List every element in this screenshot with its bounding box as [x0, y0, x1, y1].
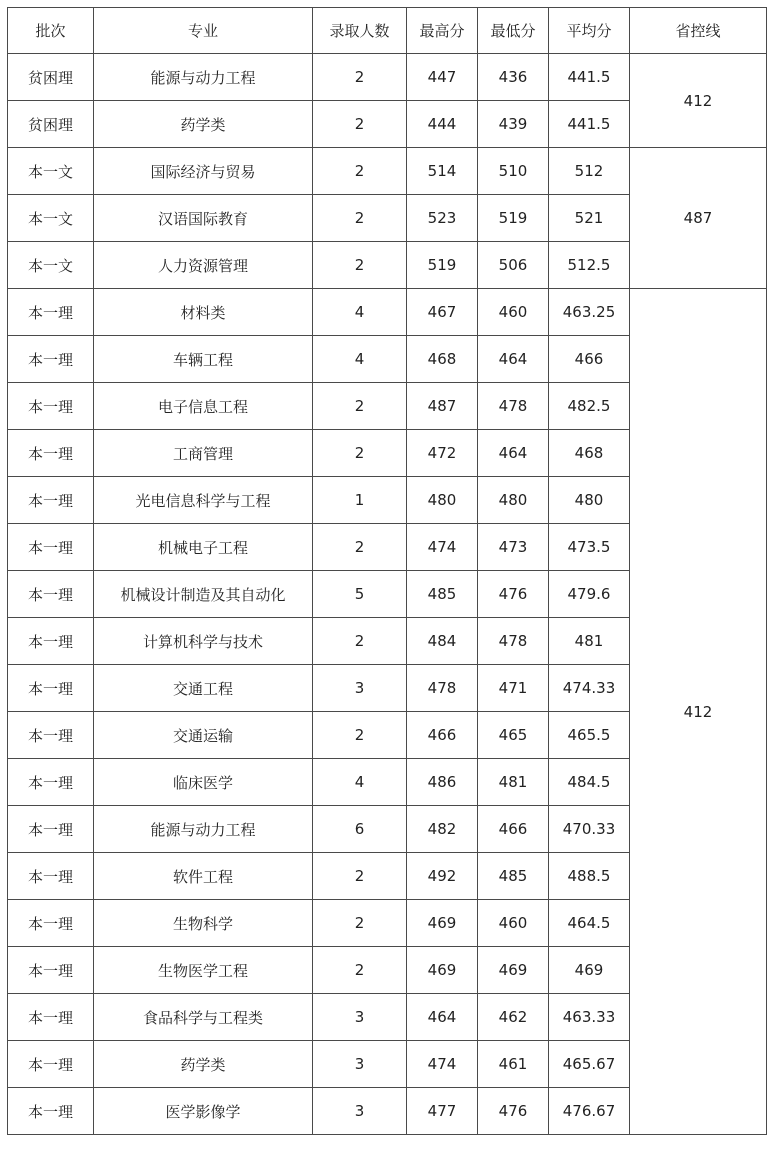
header-province-control-line: 省控线	[630, 8, 767, 54]
cell-min-score: 473	[478, 524, 549, 571]
cell-batch: 本一理	[8, 665, 94, 712]
cell-major: 生物科学	[94, 900, 313, 947]
cell-min-score: 462	[478, 994, 549, 1041]
cell-major: 食品科学与工程类	[94, 994, 313, 1041]
cell-max-score: 472	[407, 430, 478, 477]
cell-min-score: 480	[478, 477, 549, 524]
cell-batch: 贫困理	[8, 101, 94, 148]
cell-batch: 本一理	[8, 289, 94, 336]
cell-major: 交通工程	[94, 665, 313, 712]
cell-batch: 本一理	[8, 994, 94, 1041]
cell-batch: 本一文	[8, 242, 94, 289]
cell-admitted-count: 2	[313, 242, 407, 289]
cell-average-score: 479.6	[549, 571, 630, 618]
cell-max-score: 477	[407, 1088, 478, 1135]
cell-admitted-count: 1	[313, 477, 407, 524]
cell-batch: 本一理	[8, 477, 94, 524]
cell-major: 交通运输	[94, 712, 313, 759]
cell-max-score: 478	[407, 665, 478, 712]
cell-admitted-count: 2	[313, 101, 407, 148]
cell-min-score: 519	[478, 195, 549, 242]
cell-average-score: 484.5	[549, 759, 630, 806]
cell-admitted-count: 2	[313, 524, 407, 571]
cell-major: 药学类	[94, 101, 313, 148]
cell-min-score: 461	[478, 1041, 549, 1088]
cell-batch: 本一理	[8, 1041, 94, 1088]
cell-batch: 本一理	[8, 383, 94, 430]
cell-max-score: 468	[407, 336, 478, 383]
cell-average-score: 521	[549, 195, 630, 242]
cell-average-score: 441.5	[549, 101, 630, 148]
cell-max-score: 514	[407, 148, 478, 195]
cell-average-score: 512	[549, 148, 630, 195]
cell-average-score: 466	[549, 336, 630, 383]
cell-admitted-count: 2	[313, 54, 407, 101]
cell-major: 材料类	[94, 289, 313, 336]
cell-min-score: 485	[478, 853, 549, 900]
table-row	[8, 289, 767, 336]
cell-province-control-line: 412	[630, 54, 767, 148]
cell-min-score: 465	[478, 712, 549, 759]
cell-max-score: 469	[407, 947, 478, 994]
cell-admitted-count: 2	[313, 947, 407, 994]
cell-min-score: 506	[478, 242, 549, 289]
cell-max-score: 482	[407, 806, 478, 853]
table-body	[8, 54, 767, 1135]
cell-min-score: 439	[478, 101, 549, 148]
cell-admitted-count: 3	[313, 994, 407, 1041]
cell-batch: 本一文	[8, 195, 94, 242]
cell-max-score: 444	[407, 101, 478, 148]
cell-average-score: 474.33	[549, 665, 630, 712]
cell-admitted-count: 3	[313, 1041, 407, 1088]
cell-batch: 本一理	[8, 571, 94, 618]
cell-max-score: 523	[407, 195, 478, 242]
cell-batch: 本一理	[8, 430, 94, 477]
cell-batch: 本一理	[8, 712, 94, 759]
admission-score-table	[7, 7, 767, 1135]
cell-average-score: 473.5	[549, 524, 630, 571]
cell-admitted-count: 5	[313, 571, 407, 618]
cell-admitted-count: 2	[313, 383, 407, 430]
cell-max-score: 492	[407, 853, 478, 900]
cell-major: 药学类	[94, 1041, 313, 1088]
cell-min-score: 464	[478, 430, 549, 477]
cell-min-score: 478	[478, 618, 549, 665]
cell-major: 计算机科学与技术	[94, 618, 313, 665]
header-batch: 批次	[8, 8, 94, 54]
cell-major: 电子信息工程	[94, 383, 313, 430]
cell-average-score: 441.5	[549, 54, 630, 101]
cell-major: 车辆工程	[94, 336, 313, 383]
cell-max-score: 474	[407, 1041, 478, 1088]
cell-batch: 本一文	[8, 148, 94, 195]
cell-major: 光电信息科学与工程	[94, 477, 313, 524]
table-row	[8, 54, 767, 101]
cell-admitted-count: 2	[313, 618, 407, 665]
cell-major: 能源与动力工程	[94, 54, 313, 101]
cell-batch: 贫困理	[8, 54, 94, 101]
table-row	[8, 148, 767, 195]
cell-major: 人力资源管理	[94, 242, 313, 289]
cell-max-score: 464	[407, 994, 478, 1041]
cell-batch: 本一理	[8, 759, 94, 806]
cell-min-score: 466	[478, 806, 549, 853]
cell-admitted-count: 3	[313, 1088, 407, 1135]
cell-max-score: 487	[407, 383, 478, 430]
cell-average-score: 488.5	[549, 853, 630, 900]
cell-min-score: 464	[478, 336, 549, 383]
cell-max-score: 447	[407, 54, 478, 101]
cell-admitted-count: 2	[313, 195, 407, 242]
cell-major: 临床医学	[94, 759, 313, 806]
cell-max-score: 485	[407, 571, 478, 618]
cell-major: 国际经济与贸易	[94, 148, 313, 195]
cell-average-score: 482.5	[549, 383, 630, 430]
cell-admitted-count: 6	[313, 806, 407, 853]
cell-major: 机械设计制造及其自动化	[94, 571, 313, 618]
cell-min-score: 510	[478, 148, 549, 195]
cell-min-score: 481	[478, 759, 549, 806]
cell-average-score: 463.33	[549, 994, 630, 1041]
cell-average-score: 512.5	[549, 242, 630, 289]
cell-province-control-line: 412	[630, 289, 767, 1135]
cell-batch: 本一理	[8, 947, 94, 994]
cell-min-score: 478	[478, 383, 549, 430]
cell-average-score: 476.67	[549, 1088, 630, 1135]
cell-average-score: 465.5	[549, 712, 630, 759]
cell-max-score: 467	[407, 289, 478, 336]
cell-batch: 本一理	[8, 806, 94, 853]
cell-major: 机械电子工程	[94, 524, 313, 571]
cell-batch: 本一理	[8, 524, 94, 571]
cell-average-score: 481	[549, 618, 630, 665]
cell-admitted-count: 4	[313, 759, 407, 806]
cell-admitted-count: 2	[313, 900, 407, 947]
admission-score-table-container	[7, 7, 766, 1135]
cell-max-score: 484	[407, 618, 478, 665]
cell-average-score: 480	[549, 477, 630, 524]
table-header-row	[8, 8, 767, 54]
cell-admitted-count: 4	[313, 289, 407, 336]
cell-average-score: 465.67	[549, 1041, 630, 1088]
cell-major: 医学影像学	[94, 1088, 313, 1135]
cell-max-score: 486	[407, 759, 478, 806]
cell-min-score: 476	[478, 571, 549, 618]
header-max-score: 最高分	[407, 8, 478, 54]
cell-min-score: 460	[478, 289, 549, 336]
cell-admitted-count: 2	[313, 148, 407, 195]
cell-max-score: 519	[407, 242, 478, 289]
cell-average-score: 463.25	[549, 289, 630, 336]
cell-major: 能源与动力工程	[94, 806, 313, 853]
cell-batch: 本一理	[8, 618, 94, 665]
header-admitted-count: 录取人数	[313, 8, 407, 54]
header-major: 专业	[94, 8, 313, 54]
cell-major: 软件工程	[94, 853, 313, 900]
cell-max-score: 474	[407, 524, 478, 571]
cell-average-score: 469	[549, 947, 630, 994]
cell-major: 生物医学工程	[94, 947, 313, 994]
cell-admitted-count: 4	[313, 336, 407, 383]
cell-min-score: 436	[478, 54, 549, 101]
cell-max-score: 469	[407, 900, 478, 947]
header-average-score: 平均分	[549, 8, 630, 54]
cell-province-control-line: 487	[630, 148, 767, 289]
cell-batch: 本一理	[8, 336, 94, 383]
cell-min-score: 469	[478, 947, 549, 994]
cell-max-score: 466	[407, 712, 478, 759]
cell-min-score: 476	[478, 1088, 549, 1135]
cell-average-score: 464.5	[549, 900, 630, 947]
cell-admitted-count: 2	[313, 853, 407, 900]
cell-average-score: 470.33	[549, 806, 630, 853]
cell-min-score: 460	[478, 900, 549, 947]
cell-max-score: 480	[407, 477, 478, 524]
cell-batch: 本一理	[8, 853, 94, 900]
header-min-score: 最低分	[478, 8, 549, 54]
cell-major: 汉语国际教育	[94, 195, 313, 242]
cell-admitted-count: 3	[313, 665, 407, 712]
cell-batch: 本一理	[8, 1088, 94, 1135]
cell-average-score: 468	[549, 430, 630, 477]
cell-batch: 本一理	[8, 900, 94, 947]
cell-min-score: 471	[478, 665, 549, 712]
cell-major: 工商管理	[94, 430, 313, 477]
cell-admitted-count: 2	[313, 712, 407, 759]
cell-admitted-count: 2	[313, 430, 407, 477]
